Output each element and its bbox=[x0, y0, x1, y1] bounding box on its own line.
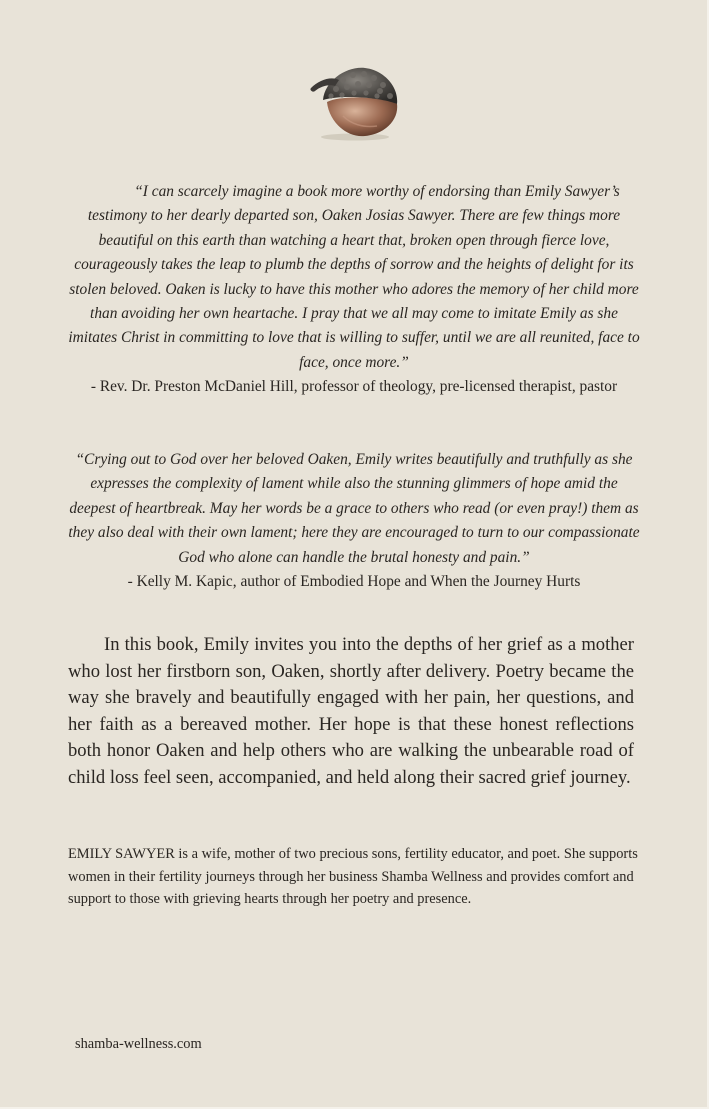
endorsement-quote: “Crying out to God over her beloved Oaken, Emily writes beautifully and truthfully as she expresses the complexity of lament while also the stunning glimmers of hope amid the deepest of heartbreak. May her words be a grace to others who read (or even pray!) them as they also deal with their own lament; here they are encouraged to turn to our compassionate God who alone can handle the brutal honesty and pain.” bbox=[68, 451, 640, 566]
endorsement-kapic bbox=[66, 448, 642, 594]
endorsement-attribution: - Rev. Dr. Preston McDaniel Hill, professor of theology, pre-licensed therapist, pastor bbox=[90, 378, 618, 396]
website-url: shamba-wellness.com bbox=[75, 1036, 202, 1052]
acorn-icon bbox=[303, 58, 403, 142]
endorsement-hill bbox=[66, 180, 642, 399]
endorsement-quote: “I can scarcely imagine a book more worthy of endorsing than Emily Sawyer’s testimony to her dearly departed son, Oaken Josias Sawyer. There are few things more beautiful on this earth than watching a heart that, broken open through fierce love, courageously takes the leap to plumb the depths of sorrow and the heights of delight for its stolen beloved. Oaken is lucky to have this mother who adores the memory of her child more than avoiding her own heartache. I pray that we all may come to imitate Emily as she imitates Christ in committing to love that is willing to suffer, until we are all reunited, face to face, once more.” bbox=[68, 183, 640, 371]
author-bio: EMILY SAWYER is a wife, mother of two precious sons, fertility educator, and poet. She supports women in their fertility journeys through her business Shamba Wellness and provides comfort and support to those with grieving hearts through her poetry and presence. bbox=[68, 846, 638, 908]
book-description: In this book, Emily invites you into the depths of her grief as a mother who lost her firstborn son, Oaken, shortly after delivery. Poetry became the way she bravely and beautifully engaged with her pain, her questions, and her faith as a bereaved mother. Her hope is that these honest reflections both honor Oaken and help others who are walking the unbearable road of child loss feel seen, accompanied, and held along their sacred grief journey. bbox=[68, 634, 634, 788]
endorsement-attribution: - Kelly M. Kapic, author of Embodied Hope and When the Journey Hurts bbox=[127, 573, 581, 591]
